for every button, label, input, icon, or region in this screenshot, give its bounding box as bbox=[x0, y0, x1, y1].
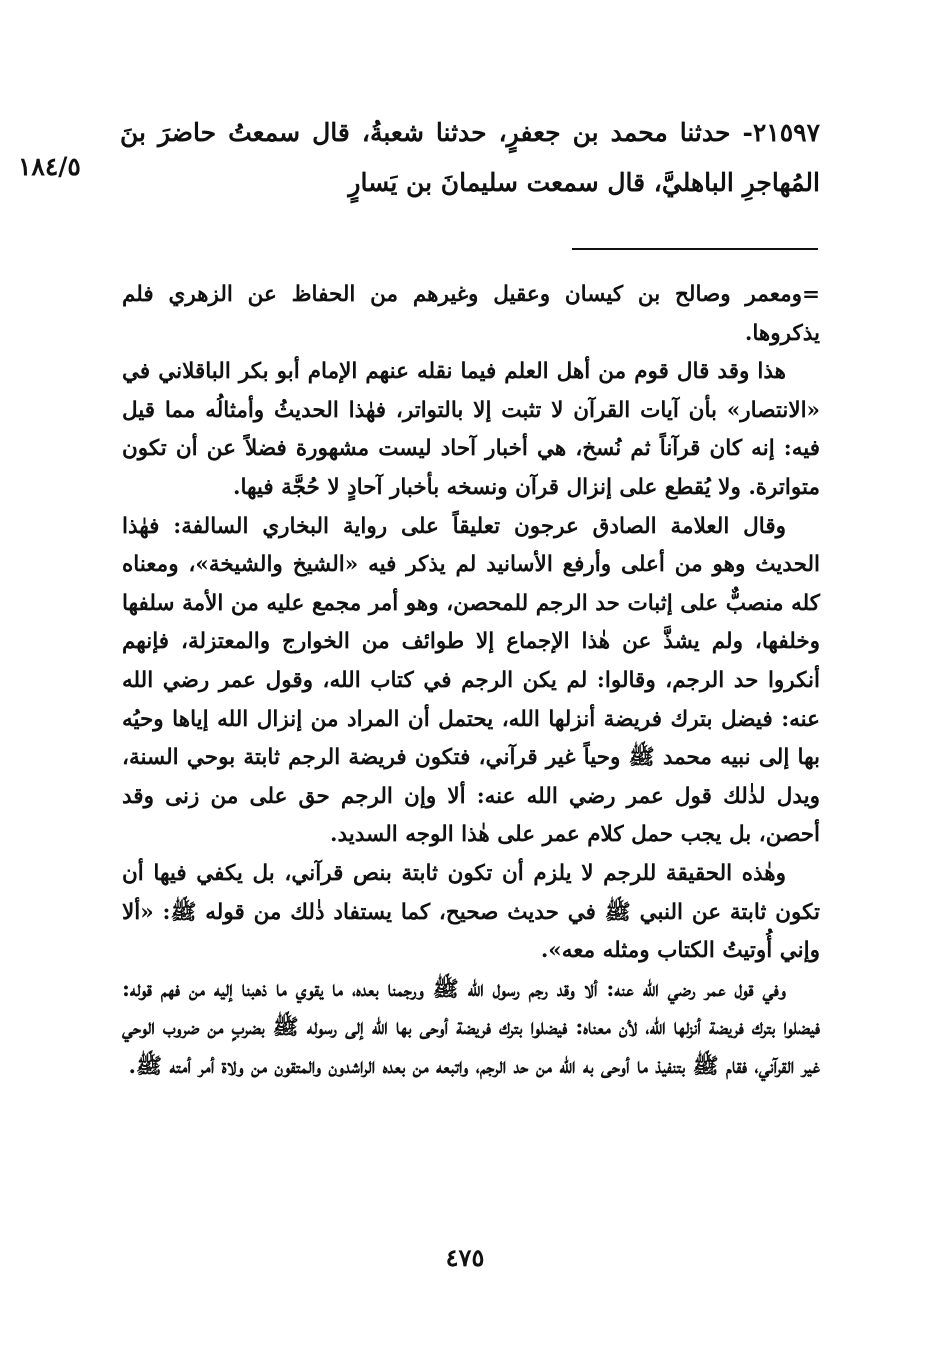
footnote-paragraph: وفي قول عمر رضي الله عنه: ألا وقد رجم رسول الله ﷺ ورجمنا بعده، ما يقوي ما ذهبنا إليه من فهم قوله: فيضلوا بترك فريضة أنزلها الله، لأن معناه: فيضلوا بترك فريضة أوحى بها الله إلى رسوله ﷺ بضربٍ من ضروب الوحي غير القرآني، فقام ﷺ بتنفيذ ما أوحى به الله من حد الرجم، واتبعه من بعده الراشدون والمتقون من ولاة أمر أمته ﷺ. bbox=[122, 976, 820, 1079]
footnote-paragraph: هذا وقد قال قوم من أهل العلم فيما نقله عنهم الإمام أبو بكر الباقلاني في «الانتصار» بأن آيات القرآن لا تثبت إلا بالتواتر، فهٰذا الحديثُ وأمثالُه مما قيل فيه: إنه كان قرآناً ثم نُسخ، هي أخبار آحاد ليست مشهورة فضلاً عن أن تكون متواترة. ولا يُقطع على إنزال قرآن ونسخه بأخبار آحادٍ لا حُجَّة فيها. bbox=[122, 359, 820, 500]
footnote-paragraph: =ومعمر وصالح بن كيسان وعقيل وغيرهم من الحفاظ عن الزهري فلم يذكروها. bbox=[122, 282, 820, 346]
footnote-paragraph: وقال العلامة الصادق عرجون تعليقاً على رواية البخاري السالفة: فهٰذا الحديث وهو من أعلى وأرفع الأسانيد لم يذكر فيه «الشيخ والشيخة»، ومعناه كله منصبٌّ على إثبات حد الرجم للمحصن، وهو أمر مجمع عليه من الأمة سلفها وخلفها، ولم يشذَّ عن هٰذا الإجماع إلا طوائف من الخوارج والمعتزلة، فإنهم أنكروا حد الرجم، وقالوا: لم يكن الرجم في كتاب الله، وقول عمر رضي الله عنه: فيضل بترك فريضة أنزلها الله، يحتمل أن المراد من إنزال الله إياها وحيُه بها إلى نبيه محمد ﷺ وحياً غير قرآني، فتكون فريضة الرجم ثابتة بوحي السنة، ويدل لذٰلك قول عمر رضي الله عنه: ألا وإن الرجم حق على من زنى وقد أحصن، بل يجب حمل كلام عمر على هٰذا الوجه السديد. bbox=[122, 513, 820, 848]
page-number: ٤٧٥ bbox=[445, 1243, 485, 1272]
footnote-divider bbox=[572, 248, 818, 250]
hadith-text: ٢١٥٩٧- حدثنا محمد بن جعفرٍ، حدثنا شعبةُ، قال سمعتُ حاضرَ بنَ المُهاجرِ الباهليَّ، قال سمعت سليمانَ بن يَسارٍ bbox=[120, 118, 820, 197]
footnote-paragraph: وهٰذه الحقيقة للرجم لا يلزم أن تكون ثابتة بنص قرآني، بل يكفي فيها أن تكون ثابتة عن النبي ﷺ في حديث صحيح، كما يستفاد ذٰلك من قوله ﷺ: «ألا وإني أُوتيتُ الكتاب ومثله معه». bbox=[122, 860, 820, 964]
volume-page-reference: ١٨٤/٥ bbox=[18, 152, 81, 181]
footnotes bbox=[122, 276, 820, 1086]
